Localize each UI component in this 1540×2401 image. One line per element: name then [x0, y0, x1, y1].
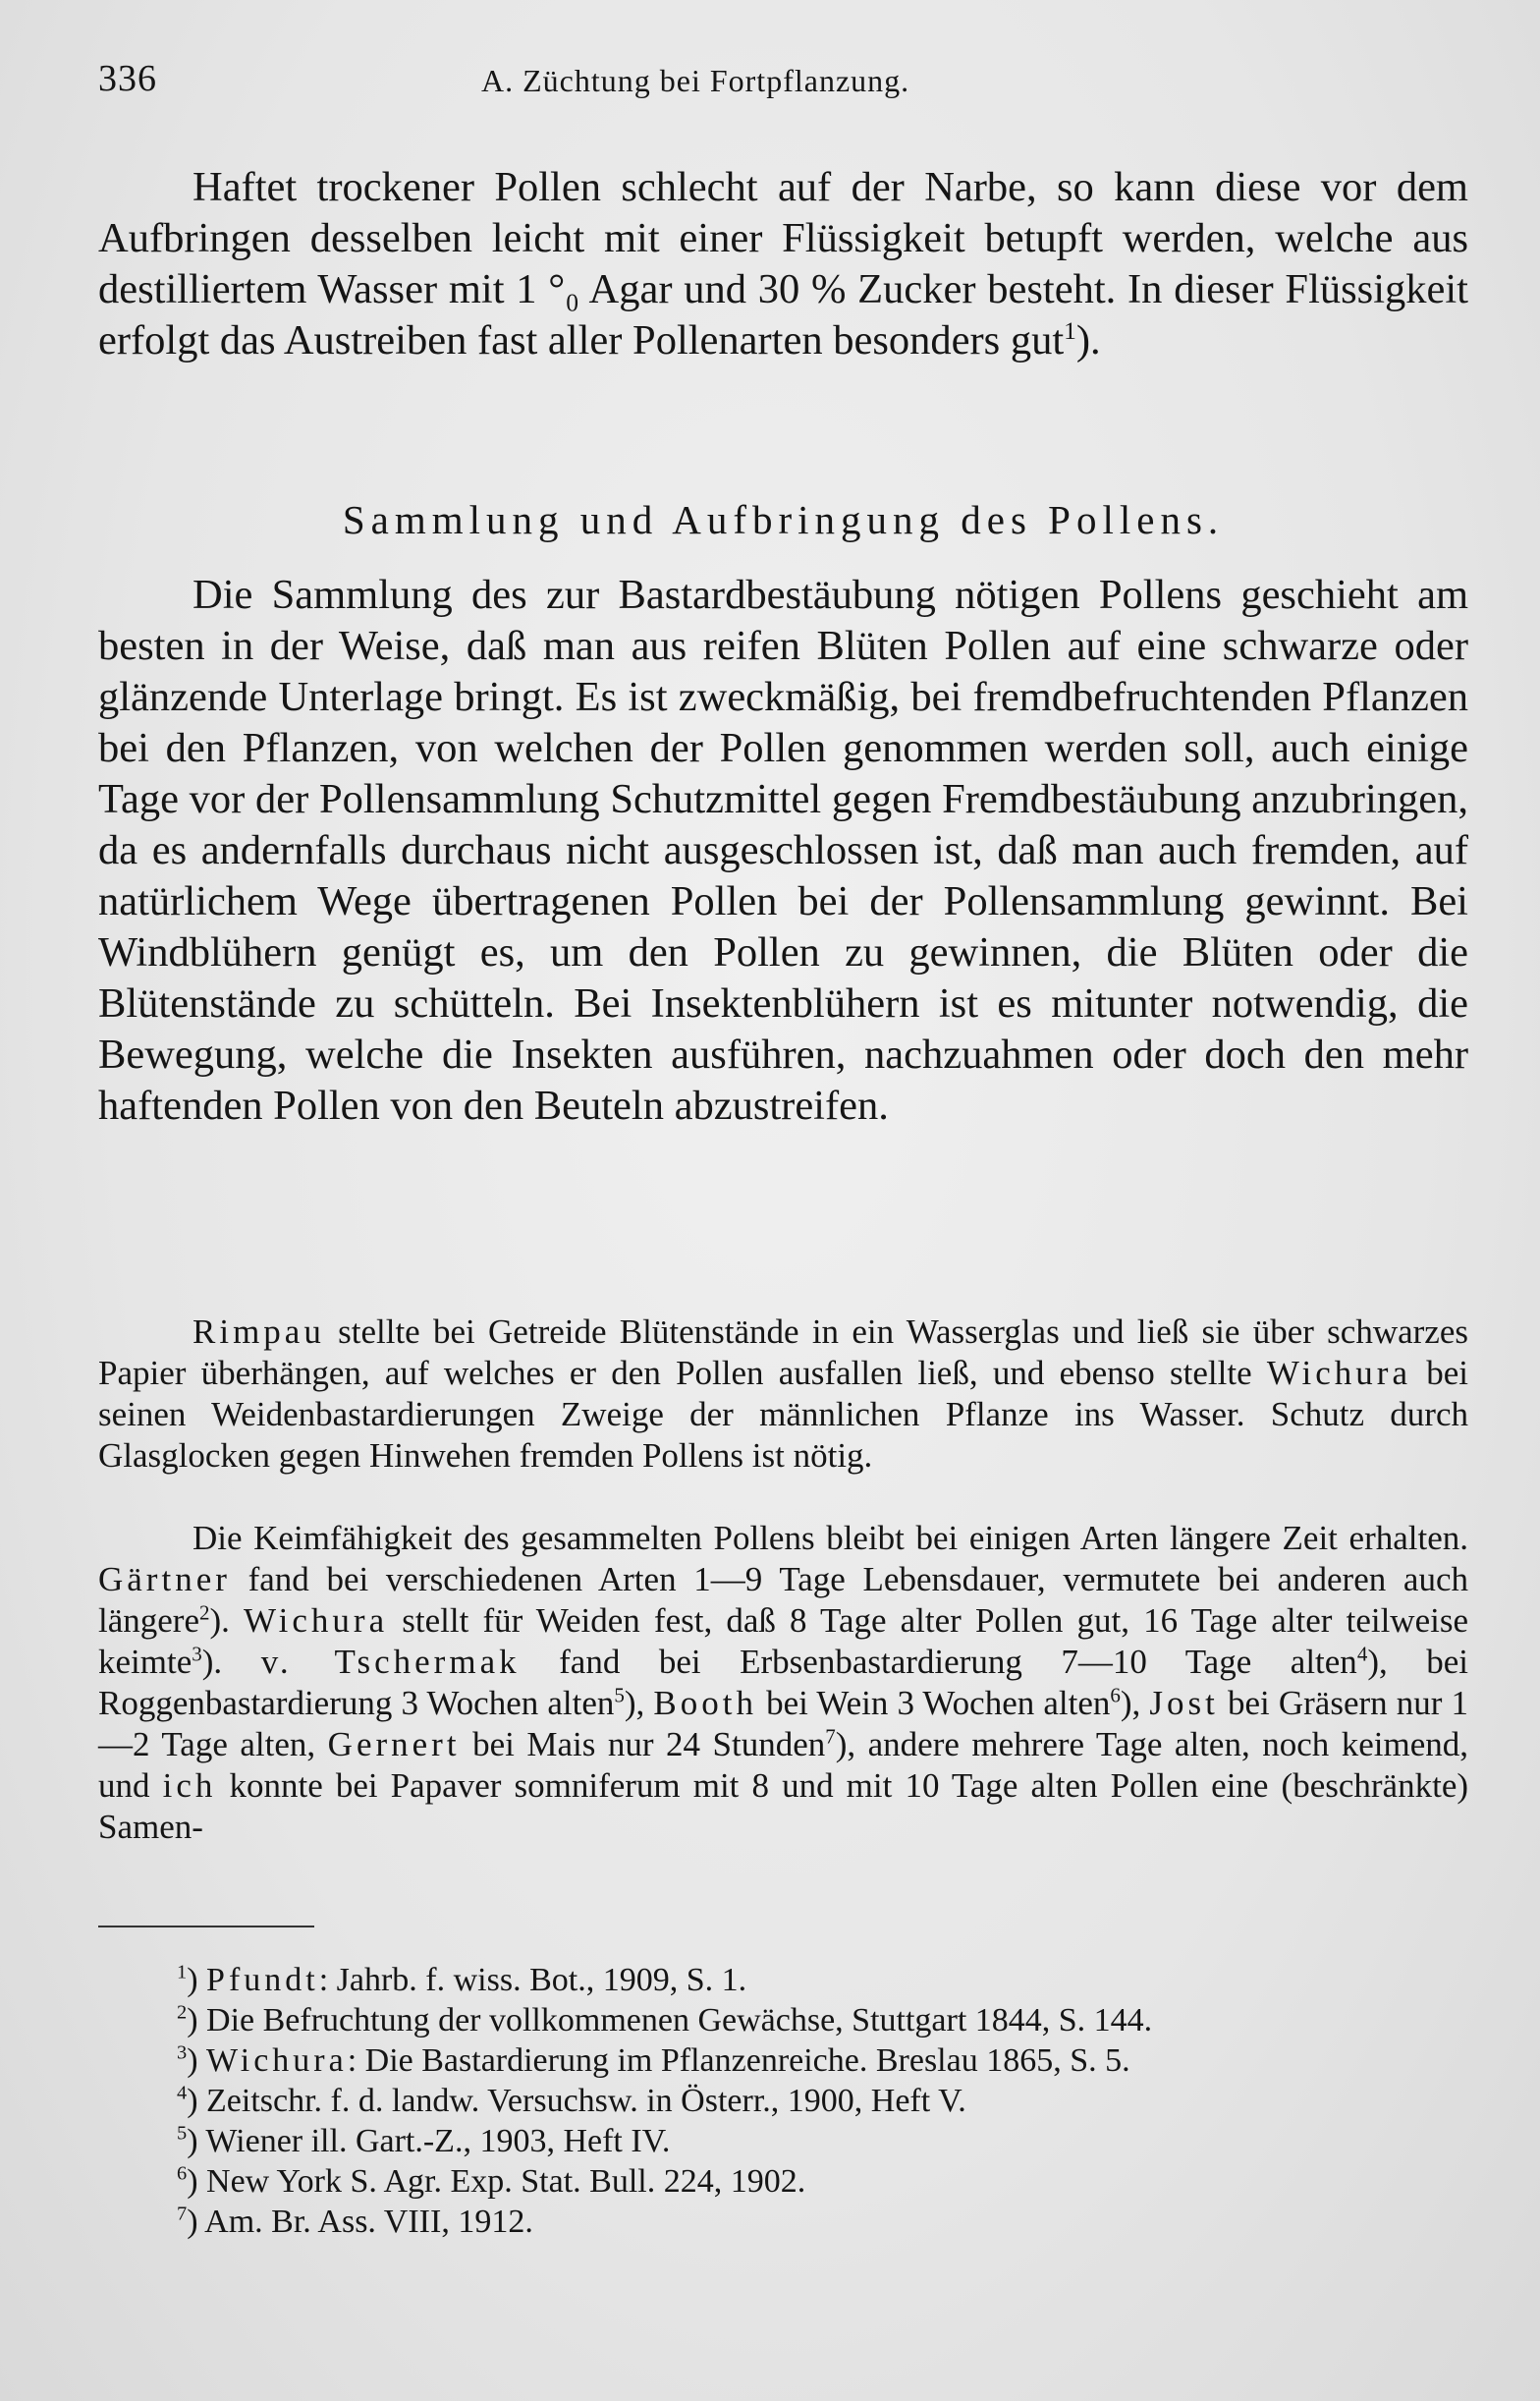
- footnote-number: 1: [177, 1961, 188, 1983]
- footnote-text: : Jahrb. f. wiss. Bot., 1909, S. 1.: [318, 1962, 747, 1998]
- author-ich: ich: [162, 1766, 217, 1805]
- paragraph-collection-text: Die Sammlung des zur Bastardbestäubung nötigen Pollens geschieht am besten in der Weise, daß man aus reifen Blüten Pollen auf eine schwarze oder glänzende Unterlage bringt. Es ist zweckmäßig, bei fremdbefruchtenden Pflanzen bei den Pflanzen, von welchen der Pollen genommen werden soll, auch einige Tage vor der Pollensammlung Schutzmittel gegen Fremdbestäubung anzubringen, da es andernfalls durchaus nicht ausgeschlossen ist, daß man auch fremden, auf natürlichem Wege übertragenen Pollen bei der Pollensammlung gewinnt. Bei Windblühern genügt es, um den Pollen zu gewinnen, die Blüten oder die Blütenstände zu schütteln. Bei Insektenblühern ist es mitunter notwendig, die Bewegung, welche die Insekten ausführen, nachzuahmen oder doch den mehr haftenden Pollen von den Beuteln abzustreifen.: [98, 572, 1468, 1129]
- germination-text-2: fand bei verschiedenen Arten 1—9 Tage Lebensdauer, vermutete bei anderen auch längere: [98, 1560, 1468, 1640]
- germination-text-1: Die Keimfähigkeit des gesammelten Pollens bleibt bei einigen Arten längere Zeit erhalten.: [192, 1519, 1468, 1557]
- author-gernert: Gernert: [327, 1725, 461, 1763]
- running-head: A. Züchtung bei Fortpflanzung.: [481, 63, 910, 98]
- germination-text-10: ),: [1120, 1684, 1150, 1722]
- footnote-ref-2: 2: [198, 1600, 210, 1625]
- footnote-ref-3: 3: [192, 1642, 202, 1666]
- author-rimpau: Rimpau: [192, 1312, 325, 1351]
- paragraph-intro-text: [98, 162, 1468, 366]
- footnote-text: Zeitschr. f. d. landw. Versuchsw. in Österr., 1900, Heft V.: [206, 2083, 966, 2119]
- germination-text-4: stellt für Weiden fest, daß 8 Tage alter Pollen gut, 16 Tage alter teilweise keimte: [98, 1601, 1468, 1681]
- author-wichura-2: Wichura: [244, 1601, 389, 1640]
- paragraph-rimpau-body-a: stellte bei Getreide Blütenstände in ein Wasserglas und ließ sie über schwarzes Papier überhängen, auf welches er den Pollen ausfallen ließ, und ebenso stellte: [98, 1312, 1468, 1392]
- author-gaertner: Gärtner: [98, 1560, 231, 1598]
- paragraph-intro: [98, 162, 1468, 366]
- footnote-author: Wichura: [206, 2042, 348, 2079]
- footnote-text: New York S. Agr. Exp. Stat. Bull. 224, 1902.: [206, 2163, 806, 2200]
- page-header: [98, 57, 1442, 116]
- footnote: $^3$) Wichura: Die Bastardierung im Pflanzenreiche. Breslau 1865, S. 5.: [177, 2041, 1130, 2079]
- footnote-number: 6: [177, 2162, 188, 2185]
- paragraph-rimpau-text: [98, 1312, 1468, 1477]
- germination-text-5: ).: [201, 1643, 261, 1681]
- footnote-number: 3: [177, 2041, 188, 2064]
- paragraph-germination: [98, 1518, 1468, 1848]
- footnote-number: 4: [177, 2082, 188, 2104]
- paragraph-intro-end: ).: [1075, 317, 1101, 363]
- footnote: $^6$) New York S. Agr. Exp. Stat. Bull. 224, 1902.: [177, 2162, 806, 2200]
- footnote-ref-7: 7: [825, 1724, 836, 1749]
- footnote-text: Wiener ill. Gart.-Z., 1903, Heft IV.: [205, 2123, 671, 2159]
- footnote: $^4$) Zeitschr. f. d. landw. Versuchsw. in Österr., 1900, Heft V.: [177, 2082, 966, 2119]
- germination-text-8: ),: [624, 1684, 654, 1722]
- germination-text-14: konnte bei Papaver somniferum mit 8 und mit 10 Tage alten Pollen eine (beschränkte) Samen-: [98, 1766, 1469, 1846]
- paragraph-germination-text: [98, 1518, 1468, 1848]
- author-jost: Jost: [1149, 1684, 1219, 1722]
- footnote-text: : Die Bastardierung im Pflanzenreiche. Breslau 1865, S. 5.: [347, 2042, 1130, 2079]
- footnote-divider: [98, 1926, 314, 1927]
- footnote-ref-6: 6: [1110, 1683, 1121, 1707]
- germination-text-12: bei Mais nur 24 Stunden: [460, 1725, 826, 1763]
- paragraph-intro-body: Haftet trockener Pollen schlecht auf der Narbe, so kann diese vor dem Aufbringen desselben leicht mit einer Flüssigkeit betupft werden, welche aus destilliertem Wasser mit 1 °₀ Agar und 30 % Zucker besteht. In dieser Flüssigkeit erfolgt das Austreiben fast aller Pollenarten besonders gut: [98, 164, 1468, 363]
- footnote-number: 2: [177, 2001, 188, 2024]
- section-heading: Sammlung und Aufbringung des Pollens.: [342, 497, 1225, 542]
- footnote-number: 5: [177, 2122, 188, 2145]
- footnote: $^2$) Die Befruchtung der vollkommenen Gewächse, Stuttgart 1844, S. 144.: [177, 2001, 1153, 2038]
- footnote-ref-4: 4: [1356, 1642, 1368, 1666]
- footnote-ref-1: 1: [1064, 315, 1076, 345]
- germination-text-6: fand bei Erbsenbastardierung 7—10 Tage alten: [520, 1643, 1357, 1681]
- author-booth: Booth: [653, 1684, 757, 1722]
- author-tschermak: v. Tschermak: [260, 1643, 521, 1681]
- footnote: $^1$) Pfundt: Jahrb. f. wiss. Bot., 1909, S. 1.: [177, 1961, 747, 1998]
- author-wichura: Wichura: [1266, 1354, 1411, 1392]
- footnote: $^5$) Wiener ill. Gart.-Z., 1903, Heft IV.: [177, 2122, 671, 2159]
- footnote-ref-5: 5: [614, 1683, 625, 1707]
- germination-text-3: ).: [209, 1601, 245, 1640]
- paragraph-rimpau-body-b: bei seinen Weidenbastardierungen Zweige der männlichen Pflanze ins Wasser. Schutz durch Glasglocken gegen Hinwehen fremden Pollens ist nötig.: [98, 1354, 1468, 1475]
- page-number: 336: [98, 58, 157, 99]
- footnote-text: Am. Br. Ass. VIII, 1912.: [204, 2204, 533, 2240]
- footnote-text: Die Befruchtung der vollkommenen Gewächse, Stuttgart 1844, S. 144.: [206, 2002, 1153, 2038]
- germination-text-13: ), andere mehrere Tage alten, noch keimend, und: [98, 1725, 1469, 1805]
- paragraph-collection: [98, 570, 1468, 1132]
- footnote-number: 7: [177, 2203, 188, 2225]
- germination-text-9: bei Wein 3 Wochen alten: [757, 1684, 1111, 1722]
- footnote-author: Pfundt: [206, 1962, 319, 1998]
- footnote: $^7$) Am. Br. Ass. VIII, 1912.: [177, 2203, 533, 2240]
- footnotes: [98, 1960, 1468, 2242]
- germination-text-7: ), bei Roggenbastardierung 3 Wochen alten: [98, 1643, 1469, 1722]
- germination-text-11: bei Gräsern nur 1—2 Tage alten,: [98, 1684, 1469, 1763]
- paragraph-rimpau: [98, 1312, 1468, 1477]
